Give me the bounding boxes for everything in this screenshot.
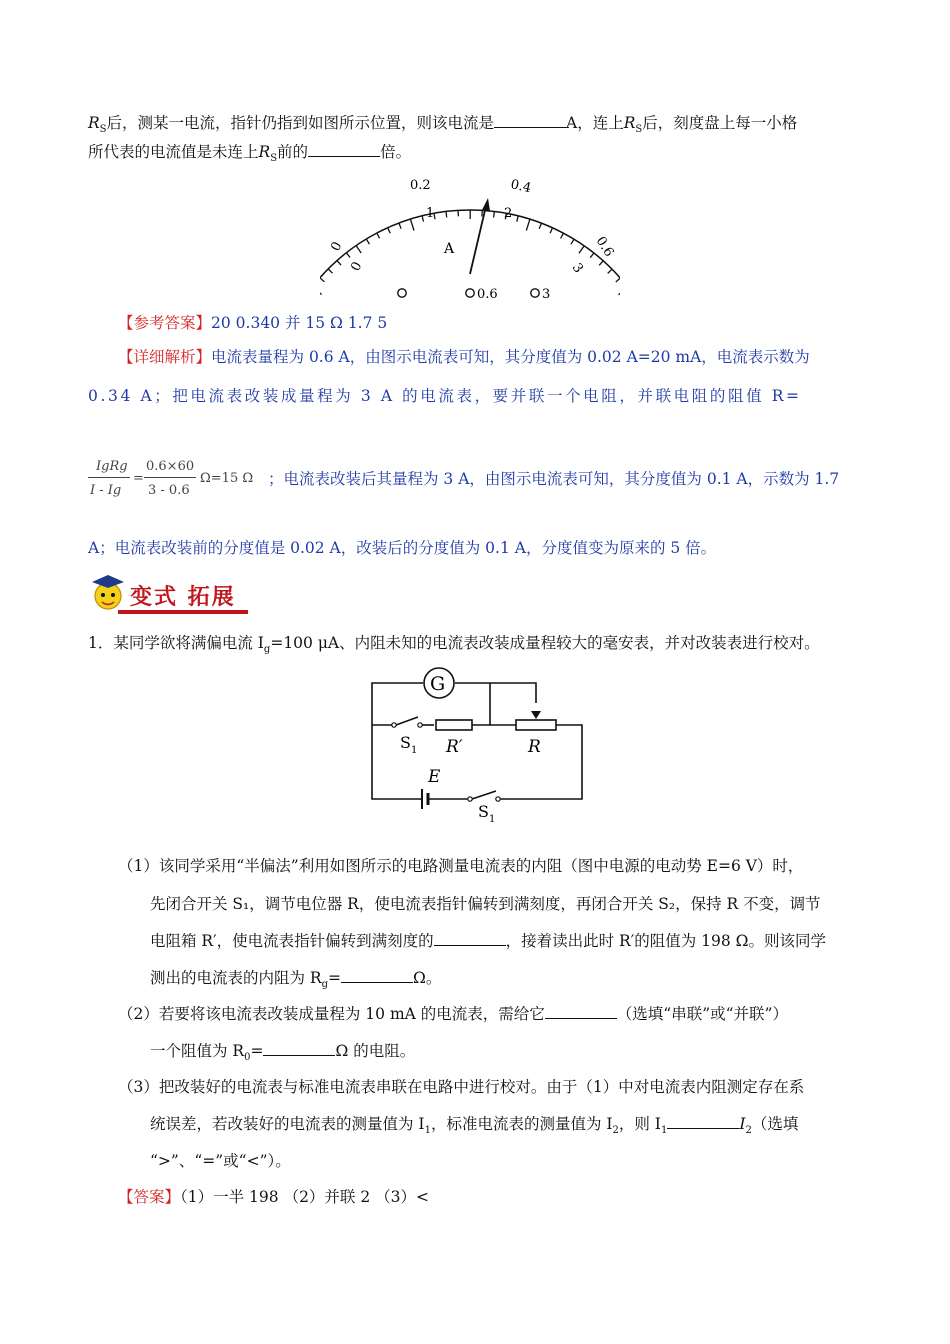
dial-tick: [337, 261, 341, 266]
dial-inner-label-3: 3: [568, 260, 586, 277]
switch-s1-top-blade: [396, 717, 418, 725]
dial-tick: [494, 212, 495, 218]
resistor-r-prime: [436, 720, 472, 730]
final-answer: 【答案】（1）一半 198 （2）并联 2 （3）<: [118, 1188, 429, 1206]
dial-needle-head: [482, 198, 490, 211]
part3-line-3: “>”、“=”或“<”）。: [150, 1152, 291, 1170]
terminal-0-6-label: 0.6: [477, 287, 498, 302]
answer-blank: [263, 1041, 335, 1056]
banner-title: 变式 拓展: [130, 585, 236, 610]
rheostat-arrow-icon: [531, 711, 541, 719]
resistor-r-prime-label: R′: [446, 737, 463, 757]
part1-line-1: （1）该同学采用“半偏法”利用如图所示的电路测量电流表的内阻（图中电源的电动势 E=6 V）时，: [118, 857, 804, 875]
dial-ticks: [320, 210, 620, 295]
mascot-cap-icon: [92, 575, 124, 588]
dial-arc: [320, 210, 620, 287]
dial-tick: [517, 216, 518, 222]
answer-blank: [434, 931, 506, 946]
part1-line-2: 先闭合开关 S₁，调节电位器 R，使电流表指针偏转到满刻度，再闭合开关 S₂，保持 R 不变，调节: [150, 895, 821, 913]
dial-tick: [571, 239, 574, 244]
dial-tick: [526, 219, 530, 230]
dial-tick: [356, 246, 361, 253]
answer-blank: [667, 1114, 739, 1129]
analysis-formula-line: IgRg I - Ig = 0.6×60 3 - 0.6 Ω=15 Ω ；电流表改装后其量程为 3 A，由图示电流表可知，其分度值为 0.1 A，示数为 1.7: [88, 455, 839, 505]
resistor-r: [516, 720, 556, 730]
dial-inner-label-2: 2: [504, 206, 513, 221]
analysis-line-4: A；电流表改装前的分度值是 0.02 A，改装后的分度值为 0.1 A，分度值变为原来的 5 倍。: [88, 539, 717, 557]
dial-outer-label-1: 0.2: [410, 178, 431, 193]
part2-line-1: （2）若要将该电流表改装成量程为 10 mA 的电流表，需给它 （选填“串联”或“并联”）: [118, 1005, 788, 1023]
resistor-r-label: R: [528, 737, 541, 757]
dial-tick: [320, 287, 322, 294]
dial-tick: [320, 278, 324, 282]
answer-blank: [545, 1004, 617, 1019]
dial-tick: [446, 212, 447, 218]
terminal-3-label: 3: [542, 287, 551, 302]
dial-tick: [616, 278, 620, 282]
terminal-common: [398, 289, 406, 297]
intro-line-2: 所代表的电流值是未连上$R_S$前的 倍。: [88, 143, 412, 165]
circuit-diagram: [360, 665, 590, 825]
dial-outer-label-3: 0.6: [592, 234, 617, 260]
part3-line-1: （3）把改装好的电流表与标准电流表串联在电路中进行校对。由于（1）中对电流表内阻测定存在系: [118, 1078, 805, 1096]
dial-tick: [590, 253, 594, 258]
dial-tick: [377, 233, 380, 238]
reference-answer: 【参考答案】20 0.340 并 15 Ω 1.7 5: [118, 314, 388, 332]
dial-unit-label: A: [444, 241, 455, 257]
part2-line-2: 一个阻值为 $R_0= \Omega$ 的电阻。: [150, 1042, 416, 1064]
analysis-line-1: 【详细解析】电流表量程为 0.6 A，由图示电流表可知，其分度值为 0.02 A=20 mA，电流表示数为: [118, 348, 810, 366]
part3-line-2: 统误差，若改装好的电流表的测量值为 $I_1$，标准电流表的测量值为 $I_2$，则 $I_1$ $I_2$（选填: [150, 1115, 799, 1137]
dial-tick: [399, 223, 401, 229]
part1-line-4: 测出的电流表的内阻为 $R_g= \Omega$。: [150, 969, 442, 991]
formula: IgRg I - Ig = 0.6×60 3 - 0.6 Ω=15 Ω: [90, 459, 254, 498]
dial-inner-label-0: 0: [348, 259, 366, 274]
dial-outer-label-0: 0: [328, 239, 346, 254]
dial-tick: [346, 253, 350, 258]
terminal-0-6: [466, 289, 474, 297]
switch-s1-bottom-label: $S_1$: [478, 802, 496, 825]
answer-blank: [494, 113, 566, 128]
dial-tick: [366, 239, 369, 244]
dial-tick: [608, 269, 612, 273]
answer-blank: [341, 968, 413, 983]
dial-tick: [422, 216, 423, 222]
dial-tick: [388, 228, 391, 234]
dial-outer-label-2: 0.4: [509, 177, 533, 197]
terminal-3: [531, 289, 539, 297]
wire-top-left: [372, 683, 423, 721]
dial-tick: [619, 287, 621, 294]
dial-tick: [579, 246, 584, 253]
dial-needle: [470, 206, 486, 274]
battery-e-label: E: [428, 767, 441, 787]
dial-inner-label-1: 1: [426, 206, 435, 221]
wire-left: [372, 721, 420, 799]
question-1-stem: 1．某同学欲将满偏电流 $I_g=100$ μA、内阻未知的电流表改装成量程较大的毫安表，并对改装表进行校对。: [88, 634, 820, 656]
switch-s1-top-label: $S_1$: [400, 733, 418, 756]
dial-tick: [539, 223, 541, 229]
dial-tick: [561, 233, 564, 238]
wire-rprime-right: [472, 683, 490, 725]
analysis-line-2: 0.34 A；把电流表改装成量程为 3 A 的电流表，要并联一个电阻，并联电阻的阻值 R=: [88, 387, 802, 405]
section-banner: [88, 572, 250, 616]
switch-s1-bottom-blade: [472, 791, 496, 799]
part1-line-3: 电阻箱 R′，使电流表指针偏转到满刻度的 ，接着读出此时 R′的阻值为 198 Ω。则该同学: [150, 932, 827, 950]
dial-tick: [410, 219, 414, 230]
wire-top-right: [455, 683, 536, 703]
answer-blank: [308, 142, 380, 157]
dial-tick: [550, 228, 552, 234]
dial-tick: [328, 269, 332, 273]
galvanometer-label: G: [430, 673, 446, 695]
dial-tick: [599, 261, 603, 266]
ammeter-dial-figure: [320, 170, 620, 305]
intro-line-1: $R_S$后，测某一电流，指针仍指到如图所示位置，则该电流是 A，连上$R_S$后，刻度盘上每一小格: [88, 114, 798, 136]
